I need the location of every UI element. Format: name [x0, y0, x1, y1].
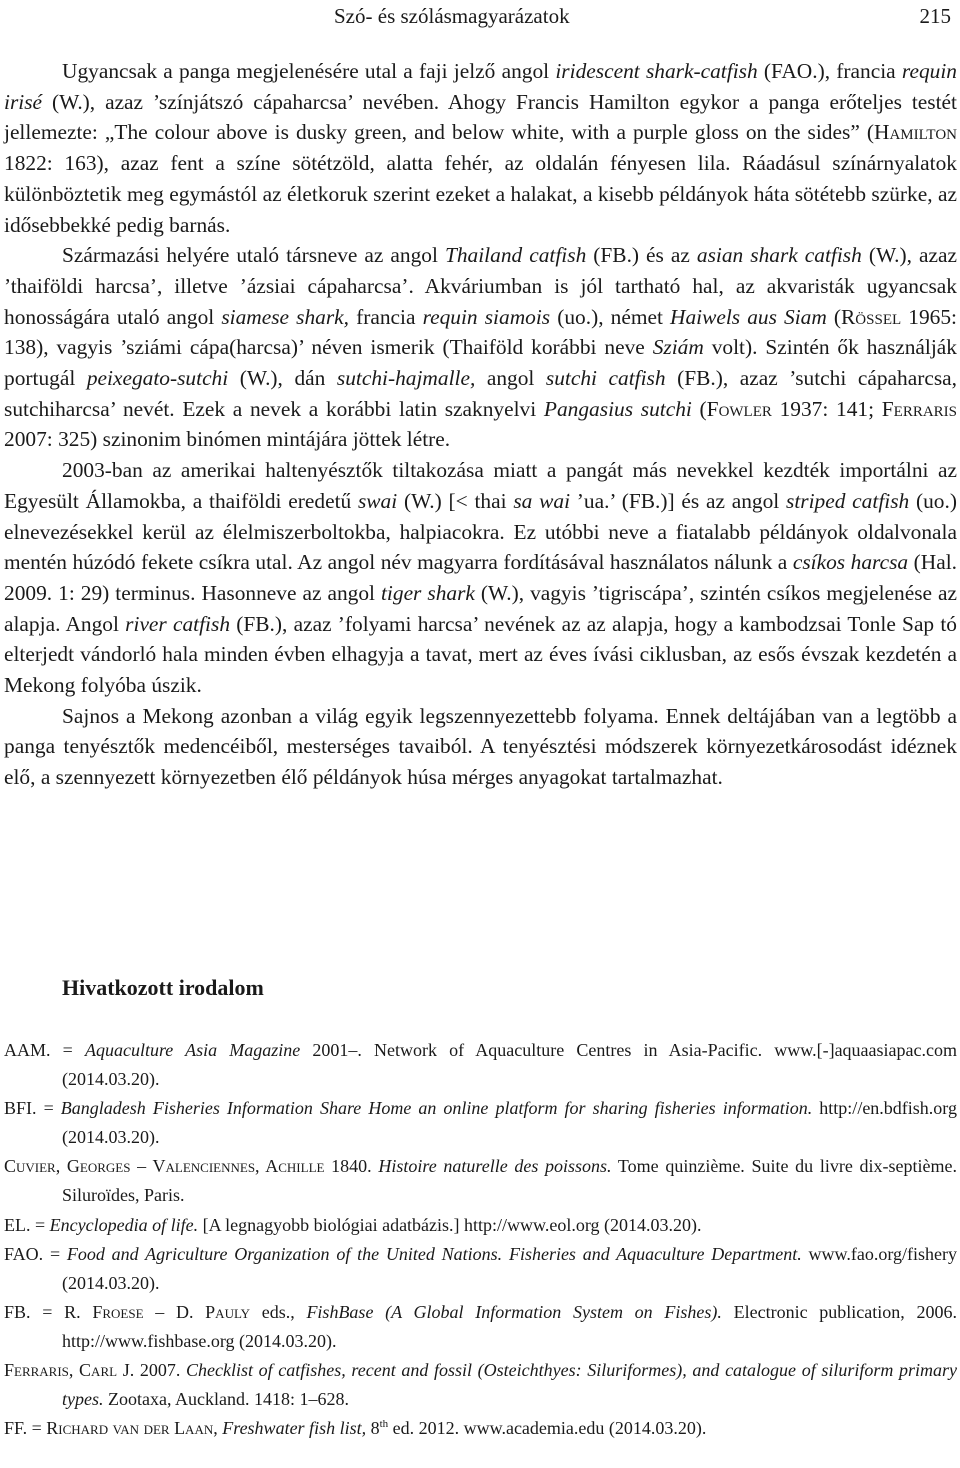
reference-list — [4, 1036, 957, 1443]
paragraph-3: 2003-ban az amerikai haltenyésztők tiltakozása miatt a pangát más nevekkel kezdték importálni az Egyesült Államokba, a thaiföldi eredetű swai (W.) [< thai sa wai ’ua.’ (FB.)] és az angol striped catfish (uo.) elnevezésekkel kerül az élelmiszerboltokba, halpiacokra. Ez utóbbi neve a fiatalabb példányok oldalvonala mentén húzódó fekete csíkra utal. Az angol név magyarra fordításával használatos nálunk a csíkos harcsa (Hal. 2009. 1: 29) terminus. Hasonneve az angol tiger shark (W.), vagyis ’tigriscápa’, szintén csíkos megjelenése az alapja. Angol river catfish (FB.), azaz ’folyami harcsa’ nevének az az alapja, hogy a kambodzsai Tonle Sap tó elterjedt vándorló hala minden évben elhagyja a tavat, mert az éves ívási ciklusban, az esős évszak kezdetén a Mekong folyóba úszik. — [4, 458, 958, 698]
reference-entry: Ferraris, Carl J. 2007. Checklist of catfishes, recent and fossil (Osteichthyes: Siluriformes), and catalogue of siluriform primary types. Zootaxa, Auckland. 1418: 1–628. — [4, 1360, 957, 1410]
reference-entry: FF. = Richard van der Laan, Freshwater fish list, 8th ed. 2012. www.academia.edu (2014.03.20). — [4, 1418, 707, 1439]
article-body — [4, 56, 957, 793]
reference-entry: FB. = R. Froese – D. Pauly eds., FishBase (A Global Information System on Fishes). Electronic publication, 2006. http://www.fishbase.org (2014.03.20). — [4, 1301, 957, 1351]
references-heading: Hivatkozott irodalom — [62, 975, 264, 1000]
reference-entry: EL. = Encyclopedia of life. [A legnagyobb biológiai adatbázis.] http://www.eol.org (2014.03.20). — [4, 1214, 702, 1235]
paragraph-2: Származási helyére utaló társneve az angol Thailand catfish (FB.) és az asian shark catfish (W.), azaz ’thaiföldi harcsa’, illetve ’ázsiai cápaharcsa’. Akváriumban is jól tartható hal, az akvaristák ugyancsak honosságára utaló angol siamese shark, francia requin siamois (uo.), német Haiwels aus Siam (Rössel 1965: 138), vagyis ’sziámi cápa(harcsa)’ néven ismerik (Thaiföld korábbi neve Sziám volt). Szintén ők használják portugál peixegato-sutchi (W.), dán sutchi-hajmalle, angol sutchi catfish (FB.), azaz ’sutchi cápaharcsa, sutchiharcsa’ nevét. Ezek a nevek a korábbi latin szaknyelvi Pangasius sutchi (Fowler 1937: 141; Ferraris 2007: 325) szinonim binómen mintájára jöttek létre. — [4, 243, 958, 452]
paragraph-4: Sajnos a Mekong azonban a világ egyik legszennyezettebb folyama. Ennek deltájában van a legtöbb a panga tenyésztők medencéiből, mesterséges tavaiból. A tenyésztési módszerek környezetkárosodást idéznek elő, a szennyezett környezetben élő példányok húsa mérges anyagokat tartalmazhat. — [4, 703, 957, 790]
reference-entry: Cuvier, Georges – Valenciennes, Achille 1840. Histoire naturelle des poissons. Tome quinzième. Suite du livre dix-septième. Siluroïdes, Paris. — [4, 1156, 958, 1206]
reference-entry: BFI. = Bangladesh Fisheries Information Share Home an online platform for sharing fisheries information. http://en.bdfish.org (2014.03.20). — [4, 1098, 957, 1148]
paragraph-1: Ugyancsak a panga megjelenésére utal a faji jelző angol iridescent shark-catfish (FAO.), francia requin irisé (W.), azaz ’színjátszó cápaharcsa’ nevében. Ahogy Francis Hamilton egykor a panga erőteljes testét jellemezte: „The colour above is dusky green, and below white, with a purple gloss on the sides” (Hamilton 1822: 163), azaz fent a színe sötétzöld, alatta fehér, az oldalán fényesen lila. Ráadásul színárnyalatok különböztetik meg egymástól az életkoruk szerint ezeket a halakat, a kisebb példányok háta sötétebb szürke, az idősebbekké pedig barnás. — [4, 59, 957, 237]
page-number: 215 — [919, 4, 951, 28]
running-title: Szó- és szólásmagyarázatok — [334, 4, 570, 28]
reference-entry: AAM. = Aquaculture Asia Magazine 2001–. Network of Aquaculture Centres in Asia-Pacific. www.[-]aquaasiapac.com (2014.03.20). — [4, 1040, 957, 1090]
reference-entry: FAO. = Food and Agriculture Organization of the United Nations. Fisheries and Aquaculture Department. www.fao.org/fishery (2014.03.20). — [4, 1243, 957, 1293]
running-header — [0, 2, 960, 30]
